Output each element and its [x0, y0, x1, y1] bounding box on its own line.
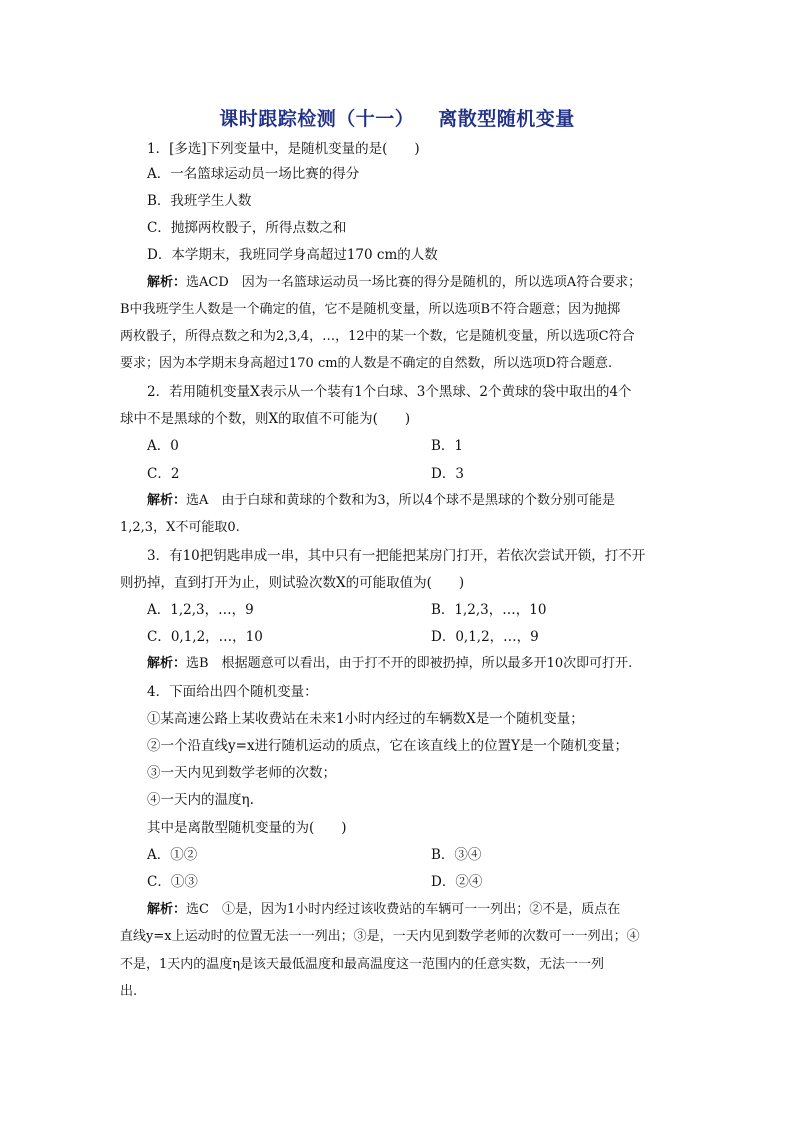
- analysis-label: 解析：: [147, 275, 187, 290]
- q4-option-a: A．①②: [147, 847, 198, 863]
- q1-stem: 1．[多选]下列变量中，是随机变量的是( ): [147, 141, 420, 157]
- title-left: 课时跟踪检测（十一）: [219, 108, 415, 130]
- q4-option-c: C．①③: [147, 874, 198, 890]
- q1-analysis-line: 解析：选ACD 因为一名篮球运动员一场比赛的得分是随机的，所以选项A符合要求；: [147, 275, 642, 290]
- q3-option-c: C．0,1,2，…，10: [147, 629, 263, 645]
- q2-stem-line: 2．若用随机变量X表示从一个装有1个白球、3个黑球、2个黄球的袋中取出的4个: [147, 384, 632, 400]
- q4-item-4: ④一天内的温度η.: [147, 792, 254, 808]
- q2-option-d: D．3: [431, 466, 464, 482]
- q3-option-b: B．1,2,3，…，10: [431, 602, 547, 618]
- q1-option-d: D．本学期末，我班同学身高超过170 cm的人数: [147, 247, 438, 263]
- q1-option-a: A．一名篮球运动员一场比赛的得分: [147, 166, 360, 182]
- analysis-label: 解析：: [147, 493, 187, 508]
- q4-item-1: ①某高速公路上某收费站在未来1小时内经过的车辆数X是一个随机变量；: [147, 711, 584, 727]
- q4-option-b: B．③④: [431, 847, 482, 863]
- q4-analysis-line: 直线y=x上运动时的位置无法一一列出；③是，一天内见到数学老师的次数可一一列出；④: [120, 929, 640, 944]
- q3-stem-line: 3．有10把钥匙串成一串，其中只有一把能把某房门打开，若依次尝试开锁，打不开: [147, 548, 646, 564]
- q1-analysis-line: B中我班学生人数是一个确定的值，它不是随机变量，所以选项B不符合题意；因为抛掷: [120, 302, 621, 317]
- q4-item-2: ②一个沿直线y=x进行随机运动的质点，它在该直线上的位置Y是一个随机变量；: [147, 738, 628, 754]
- q1-option-b: B．我班学生人数: [147, 193, 252, 209]
- q1-analysis-line: 要求；因为本学期末身高超过170 cm的人数是不确定的自然数，所以选项D符合题意.: [120, 356, 613, 371]
- q1-option-c: C．抛掷两枚骰子，所得点数之和: [147, 220, 347, 236]
- q4-option-d: D．②④: [431, 874, 483, 890]
- page-title: [0, 104, 794, 131]
- q2-option-c: C．2: [147, 466, 180, 482]
- q4-question: 其中是离散型随机变量的为( ): [147, 820, 347, 836]
- q4-item-3: ③一天内见到数学老师的次数；: [147, 765, 336, 781]
- analysis-label: 解析：: [147, 902, 187, 917]
- q3-option-d: D．0,1,2，…，9: [431, 629, 539, 645]
- q4-stem: 4．下面给出四个随机变量：: [147, 684, 318, 700]
- q4-analysis-line: 出.: [120, 984, 138, 999]
- title-right: 离散型随机变量: [438, 108, 575, 130]
- q3-option-a: A．1,2,3，…，9: [147, 602, 254, 618]
- q2-option-a: A．0: [147, 438, 179, 454]
- q2-option-b: B．1: [431, 438, 464, 454]
- analysis-label: 解析：: [147, 656, 187, 671]
- q3-analysis-line: 解析：选B 根据题意可以看出，由于打不开的即被扔掉，所以最多开10次即可打开.: [147, 656, 633, 671]
- q2-analysis-line: 解析：选A 由于白球和黄球的个数和为3，所以4个球不是黑球的个数分别可能是: [147, 493, 615, 508]
- q3-stem-line: 则扔掉，直到打开为止，则试验次数X的可能取值为( ): [120, 575, 465, 591]
- q2-analysis-line: 1,2,3，X不可能取0.: [120, 520, 240, 535]
- q4-analysis-line: 不是，1天内的温度η是该天最低温度和最高温度这一范围内的任意实数，无法一一列: [120, 957, 605, 972]
- q1-analysis-line: 两枚骰子，所得点数之和为2,3,4，…，12中的某一个数，它是随机变量，所以选项C符合: [120, 329, 635, 344]
- q2-stem-line: 球中不是黑球的个数，则X的取值不可能为( ): [120, 411, 411, 427]
- q4-analysis-line: 解析：选C ①是，因为1小时内经过该收费站的车辆可一一列出；②不是，质点在: [147, 902, 621, 917]
